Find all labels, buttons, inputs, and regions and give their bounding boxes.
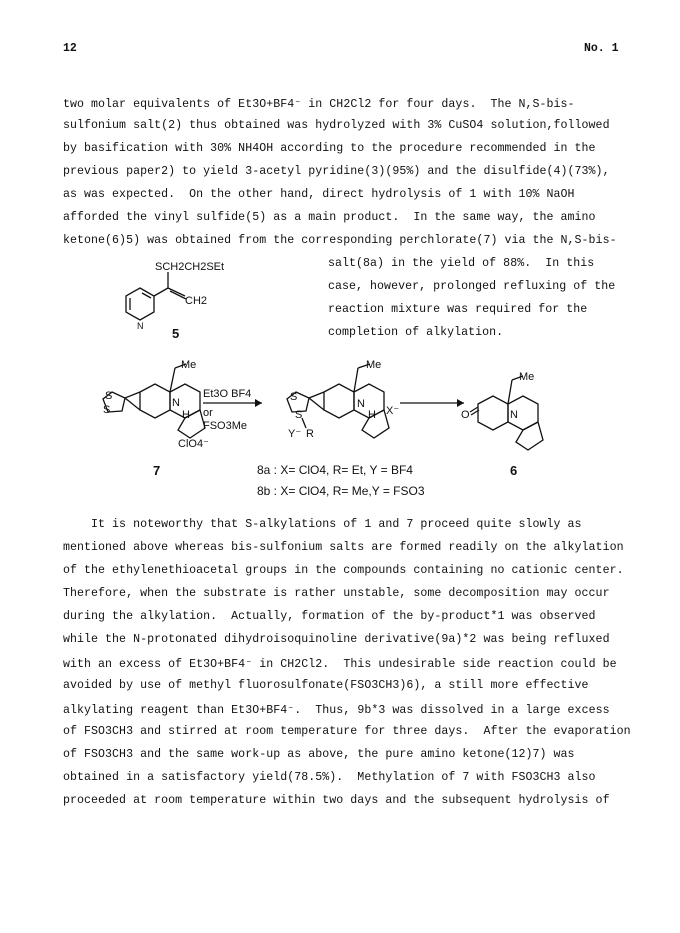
text-line: with an excess of Et3O+BF4⁻ in CH2Cl2. This undesirable side reaction could be — [63, 658, 617, 671]
sulfur-label: S — [105, 390, 113, 402]
text-line: two molar equivalents of Et3O+BF4⁻ in CH2Cl2 for four days. The N,S-bis- — [63, 98, 575, 111]
compound-6-label: 6 — [510, 463, 518, 478]
compound-5-structure — [126, 272, 186, 320]
text-line: reaction mixture was required for the — [328, 303, 588, 316]
methyl-label: Me — [519, 371, 535, 383]
text-line: mentioned above whereas bis-sulfonium salts are formed readily on the alkylation — [63, 541, 624, 554]
ring-nitrogen: N — [137, 321, 144, 331]
text-line: while the N-protonated dihydroisoquinoline derivative(9a)*2 was being refluxed — [63, 633, 610, 646]
compound-6-structure — [470, 376, 543, 450]
legend-8b: 8b : X= ClO4, R= Me,Y = FSO3 — [257, 484, 425, 498]
nitrogen-label: N — [510, 409, 518, 421]
text-line: sulfonium salt(2) thus obtained was hydrolyzed with 3% CuSO4 solution,followed — [63, 119, 610, 132]
text-line: Therefore, when the substrate is rather unstable, some decomposition may occur — [63, 587, 610, 600]
compound-7-structure — [103, 364, 205, 438]
text-line: alkylating reagent than Et3O+BF4⁻. Thus, 9b*3 was dissolved in a large excess — [63, 704, 610, 717]
methyl-label: Me — [366, 359, 382, 371]
text-line: as was expected. On the other hand, direct hydrolysis of 1 with 10% NaOH — [63, 188, 575, 201]
text-line: afforded the vinyl sulfide(5) as a main product. In the same way, the amino — [63, 211, 596, 224]
compound-5-substituent: SCH2CH2SEt — [155, 261, 225, 273]
text-line: during the alkylation. Actually, formation of the by-product*1 was observed — [63, 610, 596, 623]
alkyl-r-label: R — [306, 428, 314, 440]
text-line: ketone(6)5) was obtained from the corresponding perchlorate(7) via the N,S-bis- — [63, 234, 617, 247]
hydrogen-label: H — [368, 409, 376, 421]
page-number: 12 — [63, 42, 77, 55]
text-line: of the ethylenethioacetal groups in the compounds containing no cationic center. — [63, 564, 624, 577]
compound-7-label: 7 — [153, 463, 161, 478]
counterion-y: Y⁻ — [288, 428, 302, 440]
nitrogen-label: N — [172, 397, 180, 409]
reagent-methyl-fluorosulfonate: FSO3Me — [203, 420, 248, 432]
perchlorate-counterion: ClO4⁻ — [178, 438, 209, 450]
counterion-x: X⁻ — [386, 405, 400, 417]
compound-8-structure — [287, 364, 389, 438]
text-line: completion of alkylation. — [328, 326, 504, 339]
text-line: avoided by use of methyl fluorosulfonate(FSO3CH3)6), a still more effective — [63, 679, 589, 692]
nitrogen-label: N — [357, 398, 365, 410]
text-line: of FSO3CH3 and the same work-up as above, the pure amino ketone(12)7) was — [63, 748, 575, 761]
reagent-triethyloxonium: Et3O BF4 — [203, 388, 252, 400]
legend-8a: 8a : X= ClO4, R= Et, Y = BF4 — [257, 463, 413, 477]
text-line: It is noteworthy that S-alkylations of 1 and 7 proceed quite slowly as — [63, 518, 582, 531]
text-line: previous paper2) to yield 3-acetyl pyridine(3)(95%) and the disulfide(4)(73%), — [63, 165, 610, 178]
text-line: by basification with 30% NH4OH according to the procedure recommended in the — [63, 142, 596, 155]
compound-5-vinyl: CH2 — [185, 295, 208, 307]
methyl-label: Me — [181, 359, 197, 371]
journal-issue: No. 1 — [584, 42, 619, 55]
sulfur-label: S — [295, 409, 303, 421]
text-line: salt(8a) in the yield of 88%. In this — [328, 257, 595, 270]
oxygen-label: O — [461, 409, 470, 421]
hydrogen-label: H — [182, 409, 190, 421]
sulfur-label: S — [103, 404, 111, 416]
compound-5-label: 5 — [172, 326, 180, 341]
reagent-or: or — [203, 407, 213, 419]
sulfur-label: S — [290, 391, 298, 403]
text-line: proceeded at room temperature within two days and the subsequent hydrolysis of — [63, 794, 610, 807]
text-line: case, however, prolonged refluxing of the — [328, 280, 616, 293]
text-line: of FSO3CH3 and stirred at room temperature for three days. After the evaporation — [63, 725, 631, 738]
text-line: obtained in a satisfactory yield(78.5%). Methylation of 7 with FSO3CH3 also — [63, 771, 596, 784]
